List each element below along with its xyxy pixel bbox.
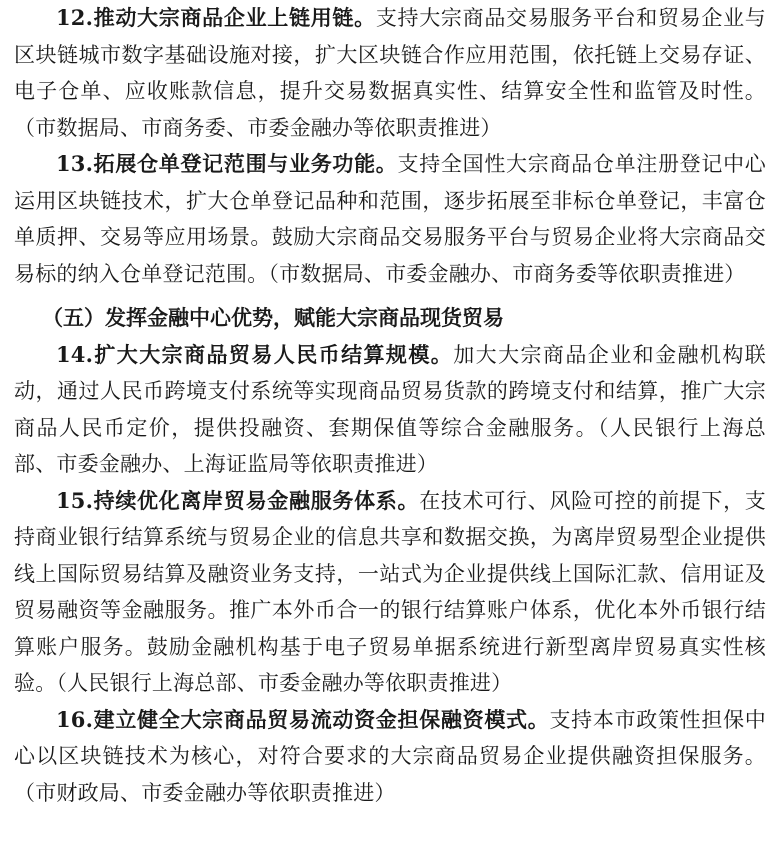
item-14-heading: 14.扩大大宗商品贸易人民币结算规模。 [56,341,454,367]
item-15-heading: 15.持续优化离岸贸易金融服务体系。 [56,487,420,513]
item-14-text: 加大大宗商品企业和金融机构联动，通过人民币跨境支付系统等实现商品贸易货款的跨境支付和结算，推广大宗商品人民币定价，提供投融资、套期保值等综合金融服务。（人民银行上海总部、市委金融办、上海证监局等依职责推进） [14,342,766,476]
item-15-text: 在技术可行、风险可控的前提下，支持商业银行结算系统与贸易企业的信息共享和数据交换，为离岸贸易型企业提供线上国际贸易结算及融资业务支持，一站式为企业提供线上国际汇款、信用证及贸易融资等金融服务。推广本外币合一的银行结算账户体系，优化本外币银行结算账户服务。鼓励金融机构基于电子贸易单据系统进行新型离岸贸易真实性核验。（人民银行上海总部、市委金融办等依职责推进） [14,488,766,695]
item-13 [14,146,766,292]
item-12-text: 支持大宗商品交易服务平台和贸易企业与区块链城市数字基础设施对接，扩大区块链合作应用范围，依托链上交易存证、电子仓单、应收账款信息，提升交易数据真实性、结算安全性和监管及时性。（市数据局、市商务委、市委金融办等依职责推进） [14,6,766,140]
item-12-heading: 12.推动大宗商品企业上链用链。 [56,5,376,30]
item-15 [14,483,766,702]
section-5-heading: （五）发挥金融中心优势，赋能大宗商品现货贸易 [42,305,504,330]
item-14 [14,337,766,483]
item-12 [14,0,766,146]
item-13-text: 支持全国性大宗商品仓单注册登记中心运用区块链技术，扩大仓单登记品种和范围，逐步拓展至非标仓单登记，丰富仓单质押、交易等应用场景。鼓励大宗商品交易服务平台与贸易企业将大宗商品交易标的纳入仓单登记范围。（市数据局、市委金融办、市商务委等依职责推进） [14,152,766,286]
item-13-heading: 13.拓展仓单登记范围与业务功能。 [56,151,398,176]
document-body [14,0,766,811]
item-16-heading: 16.建立健全大宗商品贸易流动资金担保融资模式。 [56,706,550,732]
item-16-text: 支持本市政策性担保中心以区块链技术为核心，对符合要求的大宗商品贸易企业提供融资担保服务。（市财政局、市委金融办等依职责推进） [14,707,766,805]
item-16 [14,702,766,812]
